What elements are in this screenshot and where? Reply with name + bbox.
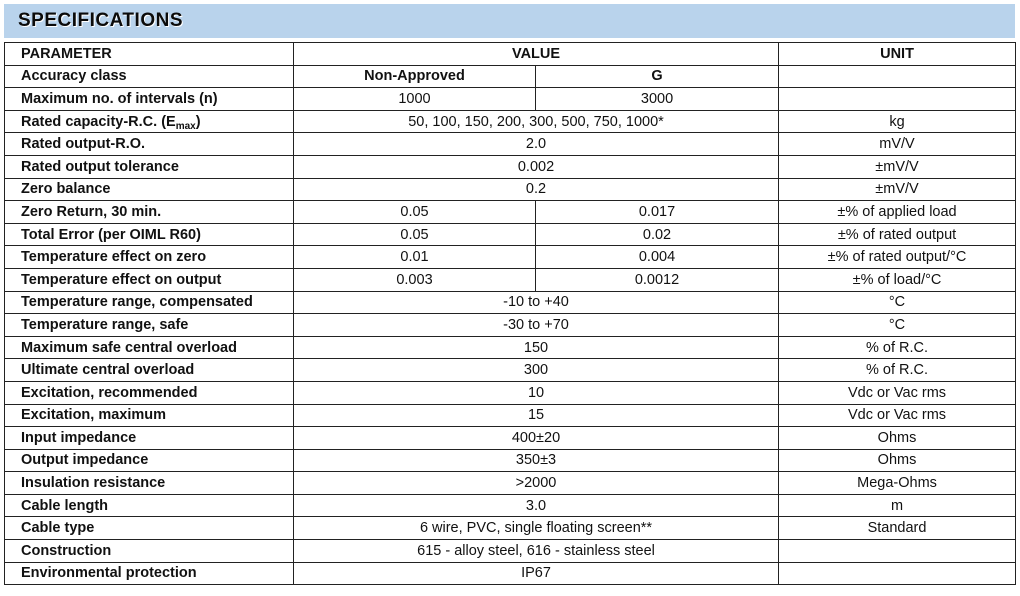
param-label: Cable type xyxy=(5,517,294,540)
unit-cell: ±mV/V xyxy=(779,155,1016,178)
section-header xyxy=(4,4,1015,38)
param-label: Zero Return, 30 min. xyxy=(5,201,294,224)
value-cell-g: 3000 xyxy=(536,88,779,111)
unit-cell: kg xyxy=(779,110,1016,133)
value-cell-g: 0.02 xyxy=(536,223,779,246)
table-row xyxy=(5,246,1016,269)
table-row xyxy=(5,65,1016,88)
unit-cell: % of R.C. xyxy=(779,336,1016,359)
table-row xyxy=(5,268,1016,291)
unit-cell: Ohms xyxy=(779,427,1016,450)
table-row xyxy=(5,201,1016,224)
value-cell-non-approved: 0.01 xyxy=(294,246,536,269)
value-cell-g: 0.017 xyxy=(536,201,779,224)
param-label: Temperature range, safe xyxy=(5,314,294,337)
param-label: Accuracy class xyxy=(5,65,294,88)
table-row xyxy=(5,449,1016,472)
param-label: Total Error (per OIML R60) xyxy=(5,223,294,246)
unit-cell: ±% of rated output/°C xyxy=(779,246,1016,269)
table-row xyxy=(5,427,1016,450)
table-row xyxy=(5,314,1016,337)
param-label: Excitation, recommended xyxy=(5,381,294,404)
table-row xyxy=(5,336,1016,359)
param-label: Zero balance xyxy=(5,178,294,201)
unit-cell xyxy=(779,65,1016,88)
value-cell: IP67 xyxy=(294,562,779,585)
value-cell: 10 xyxy=(294,381,779,404)
specifications-table xyxy=(4,42,1016,585)
section-title: SPECIFICATIONS xyxy=(18,10,183,31)
param-label: Ultimate central overload xyxy=(5,359,294,382)
param-label: Temperature effect on zero xyxy=(5,246,294,269)
unit-cell: ±% of rated output xyxy=(779,223,1016,246)
param-label xyxy=(5,110,294,133)
value-cell: 50, 100, 150, 200, 300, 500, 750, 1000* xyxy=(294,110,779,133)
table-row xyxy=(5,223,1016,246)
table-row xyxy=(5,291,1016,314)
value-cell: -10 to +40 xyxy=(294,291,779,314)
param-label: Maximum safe central overload xyxy=(5,336,294,359)
param-label-text: ) xyxy=(195,113,201,130)
unit-cell: ±% of load/°C xyxy=(779,268,1016,291)
unit-cell: % of R.C. xyxy=(779,359,1016,382)
param-label-subscript: max xyxy=(175,120,196,132)
value-cell-non-approved: 0.05 xyxy=(294,223,536,246)
table-row xyxy=(5,404,1016,427)
unit-cell: Mega-Ohms xyxy=(779,472,1016,495)
header-parameter: PARAMETER xyxy=(5,43,294,66)
table-row xyxy=(5,359,1016,382)
value-cell: 2.0 xyxy=(294,133,779,156)
value-cell: 6 wire, PVC, single floating screen** xyxy=(294,517,779,540)
table-row xyxy=(5,110,1016,133)
table-row xyxy=(5,472,1016,495)
value-cell-non-approved: 1000 xyxy=(294,88,536,111)
param-label-text: Rated capacity-R.C. (E xyxy=(21,113,176,130)
param-label: Insulation resistance xyxy=(5,472,294,495)
table-row xyxy=(5,155,1016,178)
table-row xyxy=(5,540,1016,563)
unit-cell: °C xyxy=(779,291,1016,314)
value-cell: 300 xyxy=(294,359,779,382)
unit-cell: Standard xyxy=(779,517,1016,540)
param-label: Input impedance xyxy=(5,427,294,450)
param-label: Temperature effect on output xyxy=(5,268,294,291)
table-row xyxy=(5,517,1016,540)
value-cell: 0.2 xyxy=(294,178,779,201)
value-cell: 400±20 xyxy=(294,427,779,450)
param-label: Output impedance xyxy=(5,449,294,472)
value-cell: -30 to +70 xyxy=(294,314,779,337)
table-row xyxy=(5,178,1016,201)
unit-cell: ±% of applied load xyxy=(779,201,1016,224)
accuracy-col-non-approved: Non-Approved xyxy=(294,65,536,88)
table-header-row xyxy=(5,43,1016,66)
table-row xyxy=(5,133,1016,156)
unit-cell xyxy=(779,88,1016,111)
table-row xyxy=(5,381,1016,404)
value-cell: 0.002 xyxy=(294,155,779,178)
value-cell: 615 - alloy steel, 616 - stainless steel xyxy=(294,540,779,563)
table-row xyxy=(5,494,1016,517)
unit-cell xyxy=(779,562,1016,585)
value-cell-g: 0.004 xyxy=(536,246,779,269)
value-cell: 3.0 xyxy=(294,494,779,517)
header-unit: UNIT xyxy=(779,43,1016,66)
param-label: Cable length xyxy=(5,494,294,517)
unit-cell: Vdc or Vac rms xyxy=(779,404,1016,427)
unit-cell: °C xyxy=(779,314,1016,337)
unit-cell: mV/V xyxy=(779,133,1016,156)
param-label: Excitation, maximum xyxy=(5,404,294,427)
value-cell-g: 0.0012 xyxy=(536,268,779,291)
table-row xyxy=(5,88,1016,111)
value-cell: 150 xyxy=(294,336,779,359)
param-label: Rated output tolerance xyxy=(5,155,294,178)
accuracy-col-g: G xyxy=(536,65,779,88)
value-cell: 15 xyxy=(294,404,779,427)
value-cell: 350±3 xyxy=(294,449,779,472)
unit-cell: Ohms xyxy=(779,449,1016,472)
value-cell-non-approved: 0.05 xyxy=(294,201,536,224)
param-label: Environmental protection xyxy=(5,562,294,585)
value-cell-non-approved: 0.003 xyxy=(294,268,536,291)
param-label: Temperature range, compensated xyxy=(5,291,294,314)
param-label: Rated output-R.O. xyxy=(5,133,294,156)
header-value: VALUE xyxy=(294,43,779,66)
param-label: Construction xyxy=(5,540,294,563)
value-cell: >2000 xyxy=(294,472,779,495)
param-label: Maximum no. of intervals (n) xyxy=(5,88,294,111)
table-row xyxy=(5,562,1016,585)
unit-cell: Vdc or Vac rms xyxy=(779,381,1016,404)
unit-cell: m xyxy=(779,494,1016,517)
unit-cell: ±mV/V xyxy=(779,178,1016,201)
unit-cell xyxy=(779,540,1016,563)
